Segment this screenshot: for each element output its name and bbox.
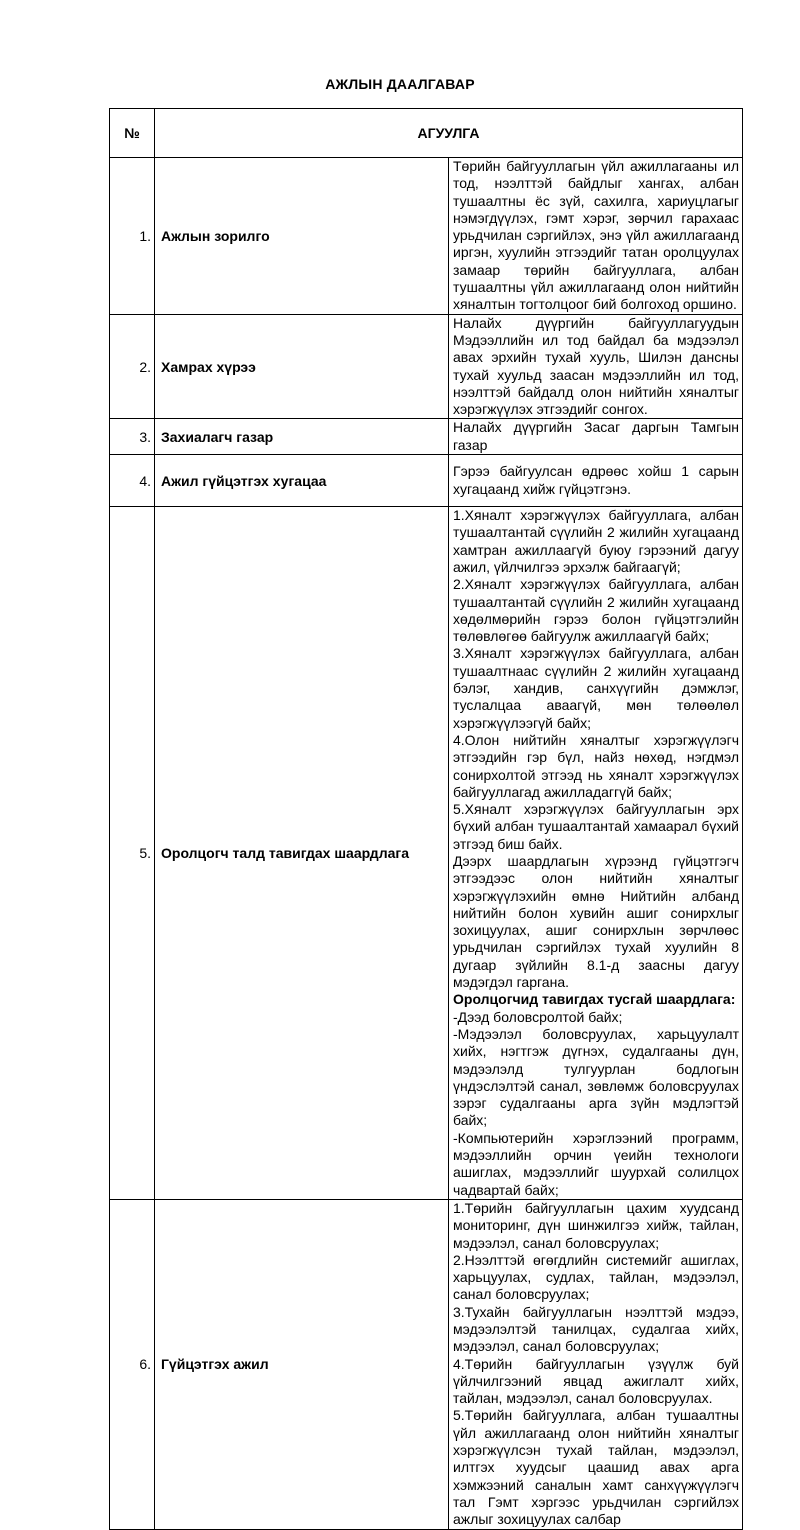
special-requirements-heading: Оролцогчид тавигдах тусгай шаардлага: — [453, 991, 736, 1008]
row-paragraph: Налайх дүүргийн байгууллагуудын Мэдээллийн ил тод байдал ба мэдээлэл авах эрхийн тухай хууль, Шилэн дансны тухай хуульд заасан мэдээллийн ил тод, нээлттэй байдалд олон нийтийн хяналтыг хэрэгжүүлэх этгээдийг сонгох. — [453, 314, 739, 418]
table-row — [110, 158, 743, 315]
row-paragraph: 5.Төрийн байгууллага, албан тушаалтны үйл ажиллагаанд олон нийтийн хяналтыг хэрэгжүүлсэн тухай тайлан, мэдээлэл, илтгэх хуудсыг цаашид авах арга хэмжээний саналын хамт санхүүжүүлэгч тал Гэмт хэргээс урьдчилан сэргийлэх ажлыг зохицуулах салбар — [453, 1407, 739, 1528]
row-number: 5. — [110, 507, 155, 1200]
row-content — [449, 507, 743, 1200]
header-content: АГУУЛГА — [155, 109, 743, 158]
row-label: Захиалагч газар — [155, 419, 449, 455]
row-paragraph: 2.Хяналт хэрэгжүүлэх байгууллага, албан тушаалтантай сүүлийн 2 жилийн хугацаанд хөдөлмөрийн гэрээ болон гүйцэтгэлийн төлөвлөгөө байгуулж ажиллаагүй байх; — [453, 576, 739, 645]
row-number: 6. — [110, 1199, 155, 1529]
row-number: 3. — [110, 419, 155, 455]
header-number: № — [110, 109, 155, 158]
row-paragraph: -Компьютерийн хэрэглээний программ, мэдээллийн орчин үеийн технологи ашиглах, мэдээллийг шуурхай солилцох чадвартай байх; — [453, 1129, 739, 1198]
table-row — [110, 1199, 743, 1529]
row-paragraph: -Мэдээлэл боловсруулах, харьцуулалт хийх, нэгтгэж дүгнэх, судалгааны дүн, мэдээлэлд тулгуурлан бодлогын үндэслэлтэй санал, зөвлөмж боловсруулах зэрэг судалгааны арга зүйн мэдлэгтэй байх; — [453, 1025, 739, 1129]
row-paragraph: 5.Хяналт хэрэгжүүлэх байгууллагын эрх бүхий албан тушаалтантай хамаарал бүхий этгээд биш байх. — [453, 801, 739, 852]
row-label: Гүйцэтгэх ажил — [155, 1199, 449, 1529]
row-content — [449, 455, 743, 507]
row-label: Оролцогч талд тавигдах шаардлага — [155, 507, 449, 1200]
row-paragraph: 4.Төрийн байгууллагын үзүүлж буй үйлчилгээний явцад ажиглалт хийх, тайлан, мэдээлэл, санал боловсруулах. — [453, 1355, 739, 1407]
row-content — [449, 314, 743, 419]
table-header-row — [110, 109, 743, 158]
row-content — [449, 419, 743, 455]
row-content — [449, 1199, 743, 1529]
row-paragraph: 1.Хяналт хэрэгжүүлэх байгууллага, албан тушаалтантай сүүлийн 2 жилийн хугацаанд хамтран ажиллаагүй буюу гэрээний дагуу ажил, үйлчилгээ эрхэлж байгаагүй; — [453, 507, 739, 575]
row-paragraph: 3.Хяналт хэрэгжүүлэх байгууллага, албан тушаалтнаас сүүлийн 2 жилийн хугацаанд бэлэг, хандив, санхүүгийн дэмжлэг, туслалцаа аваагүй, мөн төлөөлөл хэрэгжүүлээгүй байх; — [453, 645, 739, 731]
table-row — [110, 419, 743, 455]
row-number: 1. — [110, 158, 155, 315]
row-paragraph: 2.Нээлттэй өгөгдлийн системийг ашиглах, харьцуулах, судлах, тайлан, мэдээлэл, санал боловсруулах; — [453, 1251, 739, 1303]
row-number: 4. — [110, 455, 155, 507]
row-paragraph: Дээрх шаардлагын хүрээнд гүйцэтгэгч этгээдээс олон нийтийн хяналтыг хэрэгжүүлэхийн өмнө Нийтийн албанд нийтийн болон хувийн ашиг сонирхлыг зохицуулах, ашиг сонирхлын зөрчлөөс урьдчилан сэргийлэх тухай хуулийн 8 дугаар зүйлийн 8.1-д заасны дагуу мэдэгдэл гаргана. — [453, 852, 739, 991]
table-row — [110, 507, 743, 1200]
row-paragraph: 1.Төрийн байгууллагын цахим хуудсанд мониторинг, дүн шинжилгээ хийж, тайлан, мэдээлэл, санал боловсруулах; — [453, 1199, 739, 1251]
row-content — [449, 158, 743, 315]
row-paragraph: 4.Олон нийтийн хяналтыг хэрэгжүүлэгч этгээдийн гэр бүл, найз нөхөд, нэгдмэл сонирхолтой этгээд нь хяналт хэрэгжүүлэх байгууллагад ажилладаггүй байх; — [453, 731, 739, 800]
table-row — [110, 455, 743, 507]
row-paragraph: Гэрээ байгуулсан өдрөөс хойш 1 сарын хугацаанд хийж гүйцэтгэнэ. — [453, 463, 739, 497]
row-paragraph: -Дээд боловсролтой байх; — [453, 1008, 623, 1025]
row-paragraph: Налайх дүүргийн Засаг даргын Тамгын газар — [453, 419, 739, 453]
table-row — [110, 314, 743, 419]
row-label: Ажил гүйцэтгэх хугацаа — [155, 455, 449, 507]
page-title: АЖЛЫН ДААЛГАВАР — [325, 76, 475, 92]
row-label: Ажлын зорилго — [155, 158, 449, 315]
row-paragraph: 3.Тухайн байгууллагын нээлттэй мэдээ, мэдээлэлтэй танилцах, судалгаа хийх, мэдээлэл, санал боловсруулах; — [453, 1303, 739, 1355]
row-number: 2. — [110, 314, 155, 419]
assignment-table — [109, 108, 743, 1530]
row-paragraph: Төрийн байгууллагын үйл ажиллагааны ил тод, нээлттэй байдлыг хангах, албан тушаалтны ёс зүй, сахилга, хариуцлагыг нэмэгдүүлэх, гэмт хэрэг, зөрчил гарахаас урьдчилан сэргийлэх, энэ үйл ажиллагаанд иргэн, хуулийн этгээдийг татан оролцуулах замаар төрийн байгууллага, албан тушаалтны үйл ажиллагаанд олон нийтийн хяналтын тогтолцоог бий болгоход оршино. — [453, 158, 739, 313]
row-label: Хамрах хүрээ — [155, 314, 449, 419]
